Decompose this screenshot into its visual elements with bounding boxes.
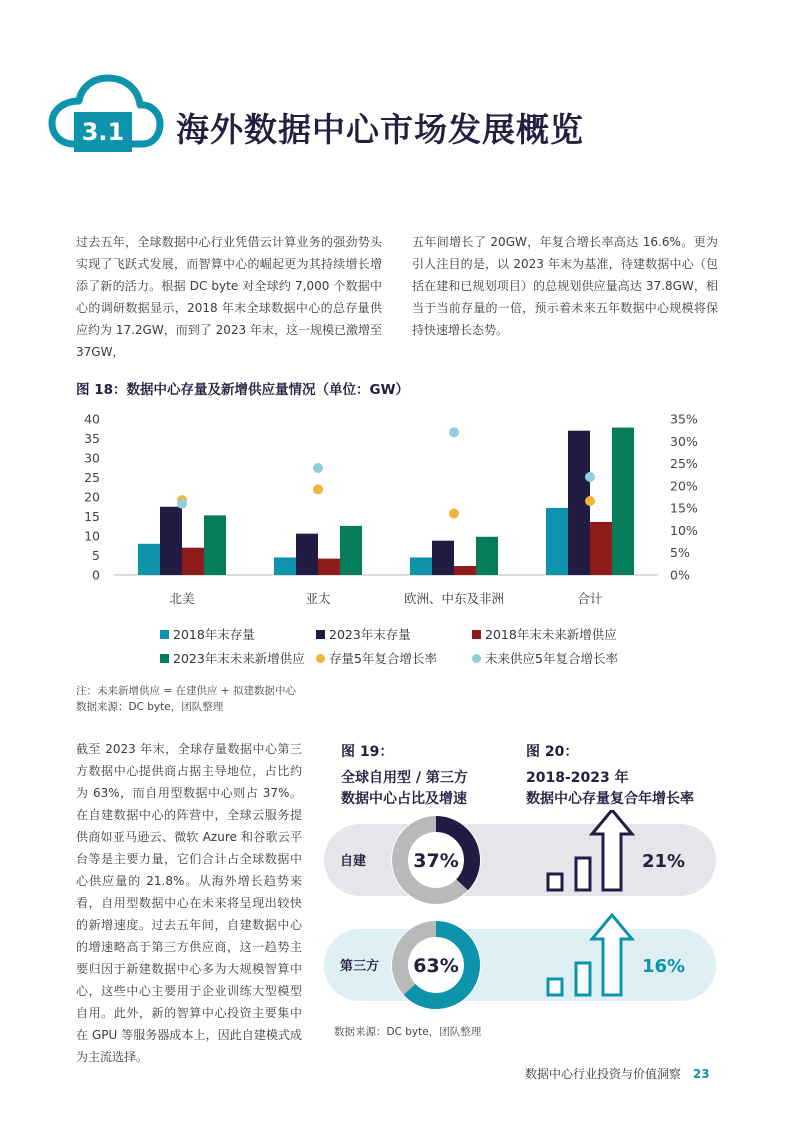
growth-bar-icon (576, 963, 590, 995)
legend-item (472, 649, 618, 667)
legend-label: 2023年末未来新增供应 (173, 651, 305, 666)
y2-tick-label: 35% (670, 411, 698, 427)
legend-swatch (160, 630, 169, 639)
y2-tick-label: 10% (670, 522, 698, 538)
figure20-title-line2: 2018-2023 年 (526, 770, 629, 786)
bar (612, 428, 634, 575)
legend-item (472, 625, 617, 643)
figure18-note: 注：未来新增供应 = 在建供应 + 拟建数据中心 (76, 685, 296, 697)
share-value: 37% (413, 850, 459, 872)
y-tick-label: 40 (84, 411, 100, 427)
share-value: 63% (413, 955, 459, 977)
data-point (585, 496, 595, 506)
y2-tick-label: 15% (670, 500, 698, 516)
data-point (313, 463, 323, 473)
y-tick-label: 25 (84, 470, 100, 485)
data-point (177, 499, 187, 509)
legend-item (160, 649, 305, 667)
bar (590, 522, 612, 575)
bar (454, 566, 476, 575)
figure20-title (526, 742, 694, 810)
row-label: 自建 (340, 854, 367, 869)
bar (340, 526, 362, 575)
figure19-source: 数据来源：DC byte，团队整理 (334, 1026, 482, 1038)
figure19-title-line3: 数据中心占比及增速 (341, 791, 467, 807)
figure18-source: 数据来源：DC byte，团队整理 (76, 701, 224, 713)
legend-label: 2018年末存量 (173, 627, 255, 642)
data-point (585, 472, 595, 482)
y2-tick-label: 25% (670, 456, 698, 472)
share-growth-infographic (320, 810, 720, 1020)
legend-swatch (316, 630, 325, 639)
legend-item (316, 649, 437, 667)
y2-tick-label: 0% (670, 567, 690, 583)
growth-bar-icon (548, 874, 562, 890)
bar (296, 534, 318, 575)
figure18-title: 图 18：数据中心存量及新增供应量情况（单位：GW） (76, 382, 409, 398)
x-tick-label: 合计 (577, 591, 603, 606)
footer-text: 数据中心行业投资与价值洞察 (525, 1067, 682, 1081)
y2-tick-label: 30% (670, 433, 698, 449)
y2-tick-label: 20% (670, 478, 698, 494)
x-tick-label: 欧洲、中东及非洲 (403, 591, 505, 606)
legend-swatch (160, 654, 169, 663)
body-paragraph: 截至 2023 年末，全球存量数据中心第三方数据中心提供商占据主导地位，占比约为 63%，而自用型数据中心则占 37%。在自建数据中心的阵营中，全球云服务提供商如亚马逊云、微软 Azure 和谷歌云平台等是主要力量，它们合计占全球数据中心供应量的 21.8%。从海外增长趋势来看，自用型数据中心在未来将呈现出较快的新增速度。过去五年间，自建数据中心的增速略高于第三方供应商，这一趋势主要归因于新建数据中心多为大规模智算中心，这些中心主要用于企业训练大型模型自用。此外，新的智算中心投资主要集中在 GPU 等服务器成本上，因此自建模式成为主流选择。 (76, 742, 302, 1064)
x-tick-label: 北美 (169, 591, 195, 606)
legend-label: 2023年末存量 (329, 627, 411, 642)
intro-right-paragraph: 五年间增长了 20GW，年复合增长率高达 16.6%。更为引人注目的是，以 2023 年末为基准，待建数据中心（包括在建和已规划项目）的总规划供应量高达 37.8GW，相当于当前存量的一倍，预示着未来五年数据中心规模将保持快速增长态势。 (412, 235, 718, 337)
legend-swatch (316, 654, 325, 663)
figure19-title-line2: 全球自用型 / 第三方 (341, 770, 468, 786)
bar (410, 557, 432, 575)
bar (476, 537, 498, 575)
bar (204, 515, 226, 575)
y-tick-label: 10 (84, 528, 100, 544)
data-point (449, 427, 459, 437)
legend-swatch (472, 654, 481, 663)
growth-value: 16% (642, 956, 686, 977)
bar (182, 548, 204, 575)
legend-swatch (472, 630, 481, 639)
row-label: 第三方 (340, 959, 380, 974)
figure18-chart (60, 405, 720, 610)
growth-bar-icon (576, 858, 590, 890)
y-tick-label: 20 (84, 489, 100, 505)
legend-label: 存量5年复合增长率 (329, 651, 437, 666)
y2-tick-label: 5% (670, 545, 690, 561)
legend-label: 未来供应5年复合增长率 (485, 651, 618, 666)
figure19-title (341, 742, 468, 810)
bar (432, 541, 454, 575)
y-tick-label: 5 (92, 548, 100, 563)
intro-left-paragraph: 过去五年，全球数据中心行业凭借云计算业务的强劲势头实现了飞跃式发展，而智算中心的崛起更为其持续增长增添了新的活力。根据 DC byte 对全球约 7,000 个数据中心的调研数据显示，2018 年末全球数据中心的总存量供应约为 17.2GW，而到了 2023 年末，这一规模已激增至 37GW， (76, 235, 382, 359)
bar (160, 507, 182, 575)
figure19-title-line1: 图 19： (341, 744, 394, 760)
figure20-title-line1: 图 20： (526, 744, 579, 760)
growth-bar-icon (548, 979, 562, 995)
bar (318, 559, 340, 575)
legend-item (316, 625, 411, 643)
data-point (313, 484, 323, 494)
bar (274, 557, 296, 575)
legend-label: 2018年末未来新增供应 (485, 627, 617, 642)
legend-item (160, 625, 255, 643)
bar (138, 544, 160, 575)
y-tick-label: 35 (84, 431, 100, 446)
growth-value: 21% (642, 851, 686, 872)
section-number: 3.1 (81, 118, 125, 146)
data-point (449, 508, 459, 518)
bar (546, 508, 568, 575)
y-tick-label: 0 (92, 567, 100, 583)
y-tick-label: 30 (84, 450, 100, 466)
footer (525, 1065, 710, 1082)
y-tick-label: 15 (84, 509, 100, 524)
page-number: 23 (692, 1067, 710, 1081)
figure20-title-line3: 数据中心存量复合年增长率 (526, 791, 694, 807)
page-title: 海外数据中心市场发展概览 (176, 110, 584, 149)
x-tick-label: 亚太 (305, 591, 331, 606)
section-number-badge (74, 112, 132, 152)
